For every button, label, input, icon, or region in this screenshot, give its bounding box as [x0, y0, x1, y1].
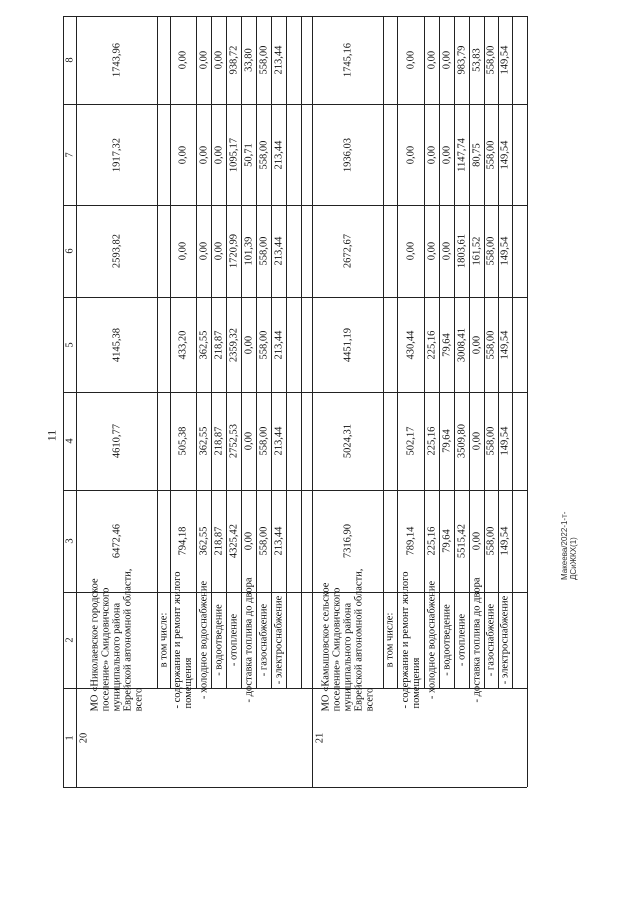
column-separator	[63, 104, 527, 105]
municipality-name-line: муниципального района	[342, 602, 353, 712]
row-separator	[512, 16, 513, 688]
row-separator	[312, 16, 313, 787]
row-separator	[211, 16, 212, 688]
column-separator	[63, 16, 527, 17]
row-separator	[454, 16, 455, 688]
row-label-line: - содержание и ремонт жилого	[399, 571, 411, 709]
row-separator	[469, 16, 470, 688]
row-separator	[196, 16, 197, 688]
column-separator	[63, 490, 527, 491]
municipality-name-line: поселение» Смидовичского	[100, 587, 111, 712]
row-separator	[271, 16, 272, 688]
column-separator	[63, 392, 527, 393]
municipality-name-line: Еврейской автономной области,	[122, 568, 133, 712]
row-label-line: помещения	[410, 657, 422, 709]
municipality-name-line: всего	[133, 687, 144, 712]
row-label-line: - содержание и ремонт жилого	[172, 571, 183, 709]
row-separator	[424, 16, 425, 688]
row-separator	[256, 16, 257, 688]
row-separator	[383, 16, 384, 688]
data-table: 1 2 3 4 5 6 7 8 20 МО «Николаевское городское поселение» Смидовичского муниципального района Еврейской автономной области, всего 6472,46 4610,77 4145,38 2593,82 1917,32 1743,96 в том числе: - содержание и ремонт жилого помещения 794,18 505,38 433,20 0,00 0,00 0,00 - холодное водоснабжение 362,55 362,55 362,55 0,00 0,00 0,00 - водоотведение 218,87 218,87 218,87 0,00 0,00 0,00 - отопление 4325,42 2752,53 2359,32 1720,99 1095,17 938,72 - доставка топлива до двора 0,00 0,00 0,00 101,39 50,71 33,80 - газоснабжение 558,00 558,00 558,00 558,00 558,00 558,00 - электроснабжение 213,44 213,44 213,44 213,44 213,44 213,44 21 МО «Камышовское сельское поселение» Смидовичского муниципального района Еврейской автономной области, всего 7316,90 5024,31 4451,19 2672,67 1936,03 1745,16 в том числе: - содержание и ремонт жилого помещения 789,14 502,17 430,44 0,00 0,00 0,00 - холодное водоснабжение 225,16 225,16 225,16 0,00 0,00 0,00 - водоотведение 79,64 79,64 79,64 0,00 0,00 0,00 - отопление 5515,42 3509,80 3008,41 1803,61 1147,74 983,79 - доставка топлива до двора 0,00 0,00 0,00 161,52 80,75 53,83 - газоснабжение 558,00 558,00 558,00 558,00 558,00 558,00 - электроснабжение 149,54 149,54 149,54 149,54 149,54 149,54	[0, 0, 639, 904]
row-separator	[397, 16, 398, 688]
page-number: 11	[44, 429, 59, 442]
row-separator	[439, 16, 440, 688]
row-separator	[301, 16, 302, 688]
row-separator	[226, 16, 227, 688]
municipality-name-line: Еврейской автономной области,	[353, 568, 364, 712]
table-border	[527, 16, 528, 787]
row-separator	[76, 16, 77, 787]
table-border	[63, 16, 64, 787]
municipality-name-line: муниципального района	[111, 602, 122, 712]
row-separator	[170, 16, 171, 688]
row-separator	[157, 16, 158, 688]
column-separator	[63, 297, 527, 298]
municipality-name-line: МО «Николаевское городское	[89, 578, 100, 712]
municipality-name-line: поселение» Смидовичского	[331, 587, 342, 712]
document-side-label: Макеева/2022-1-т-ДСиЖКХ(1)	[560, 511, 578, 580]
row-label-line: помещения	[183, 657, 194, 709]
municipality-name-line: всего	[364, 687, 375, 712]
column-separator	[63, 787, 527, 788]
row-separator	[286, 16, 287, 688]
row-separator	[241, 16, 242, 688]
column-separator	[63, 205, 527, 206]
municipality-name-line: МО «Камышовское сельское	[320, 582, 331, 712]
